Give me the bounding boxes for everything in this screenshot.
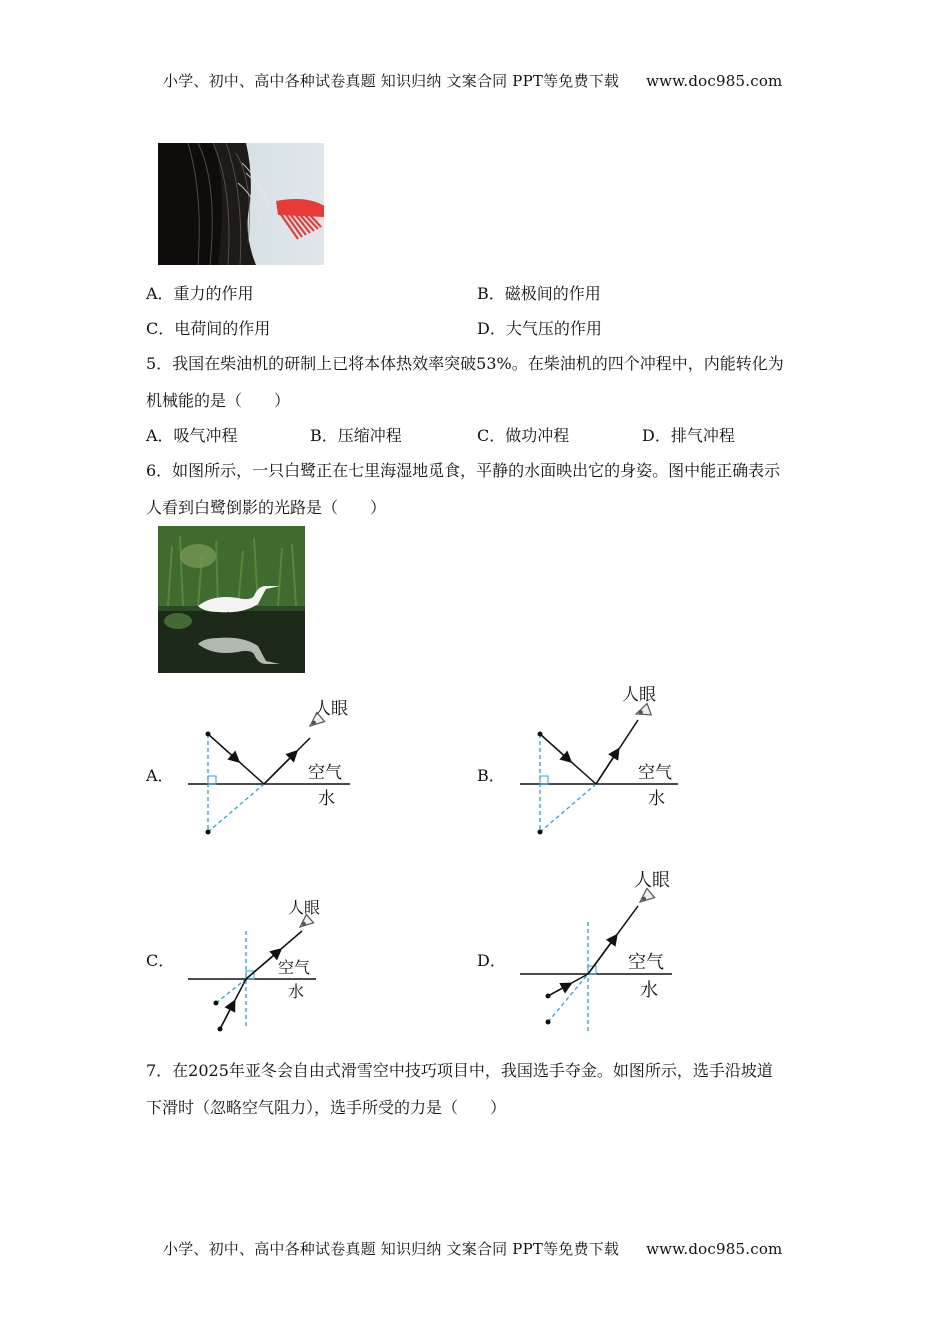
diagram-d-eye-label: 人眼 [634, 870, 670, 891]
q4-option-a: A．重力的作用 [146, 284, 254, 303]
eye-icon [636, 888, 654, 906]
q5-line2: 机械能的是（ ） [146, 391, 291, 410]
diagram-b [512, 680, 692, 840]
diagram-c-eye-label: 人眼 [288, 898, 321, 917]
eye-icon [634, 704, 651, 720]
hair-comb-photo [158, 143, 324, 265]
q5-option-b: B．压缩冲程 [310, 426, 402, 445]
egret-photo [158, 526, 305, 673]
diagram-b-water-label: 水 [648, 789, 665, 809]
q6-line1: 6．如图所示，一只白鹭正在七里海湿地觅食，平静的水面映出它的身姿。图中能正确表示 [146, 461, 781, 480]
q4-option-d: D．大气压的作用 [477, 319, 602, 338]
diagram-c-water-label: 水 [288, 982, 305, 1001]
diagram-c-air-label: 空气 [278, 958, 311, 977]
q6-option-d: D． [477, 951, 506, 970]
q4-option-c: C．电荷间的作用 [146, 319, 271, 338]
q6-option-b: B． [477, 766, 505, 785]
footer-url: www.doc985.com [646, 1240, 783, 1258]
header-text: 小学、初中、高中各种试卷真题 知识归纳 文案合同 PPT等免费下载 [163, 72, 620, 90]
diagram-c [180, 895, 340, 1040]
q5-option-a: A．吸气冲程 [146, 426, 238, 445]
q7-line1: 7．在2025年亚冬会自由式滑雪空中技巧项目中，我国选手夺金。如图所示，选手沿坡道 [146, 1061, 773, 1080]
q6-line2: 人看到白鹭倒影的光路是（ ） [146, 498, 387, 517]
diagram-a-eye-label: 人眼 [314, 699, 348, 719]
diagram-d-water-label: 水 [640, 980, 658, 1001]
diagram-a [180, 692, 360, 842]
diagram-a-water-label: 水 [318, 789, 335, 809]
diagram-d-air-label: 空气 [628, 952, 664, 973]
diagram-a-air-label: 空气 [308, 763, 342, 783]
q5-option-c: C．做功冲程 [477, 426, 570, 445]
diagram-b-air-label: 空气 [638, 763, 672, 783]
page-footer [163, 1238, 782, 1259]
diagram-d [512, 862, 692, 1037]
q4-option-b: B．磁极间的作用 [477, 284, 601, 303]
q6-option-a: A． [146, 766, 174, 785]
q5-option-d: D．排气冲程 [642, 426, 735, 445]
page-header [163, 70, 782, 91]
q7-line2: 下滑时（忽略空气阻力），选手所受的力是（ ） [146, 1098, 507, 1117]
header-url: www.doc985.com [646, 72, 783, 90]
footer-text: 小学、初中、高中各种试卷真题 知识归纳 文案合同 PPT等免费下载 [163, 1240, 620, 1258]
q6-option-c: C． [146, 951, 175, 970]
q5-line1: 5．我国在柴油机的研制上已将本体热效率突破53%。在柴油机的四个冲程中，内能转化为 [146, 354, 784, 373]
diagram-b-eye-label: 人眼 [622, 685, 656, 705]
